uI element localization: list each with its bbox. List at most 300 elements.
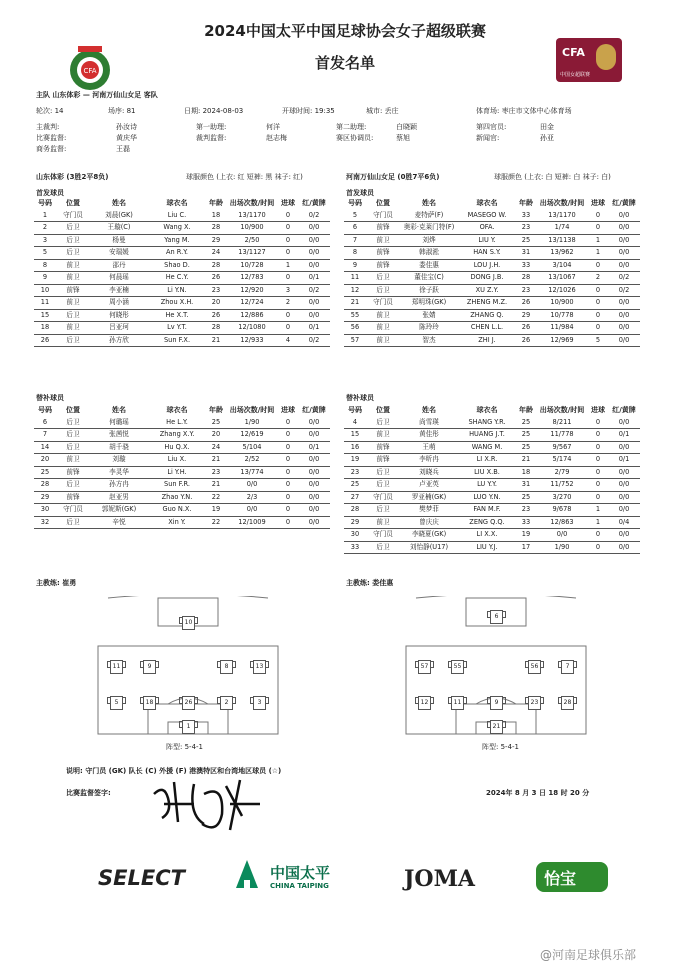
column-header: 红/黄牌 (612, 199, 636, 207)
table-cell: 2 (588, 272, 608, 285)
table-cell: 28 (34, 479, 56, 492)
player-jersey: 5 (110, 696, 123, 710)
table-cell: 33 (516, 516, 536, 529)
table-cell: SHANG Y.R. (458, 417, 516, 429)
table-cell: 24 (206, 441, 226, 454)
table-cell: 后卫 (56, 234, 90, 247)
player-jersey: 23 (528, 696, 541, 710)
table-cell: 张茜悦 (90, 429, 148, 442)
table-cell: 前锋 (366, 441, 400, 454)
table-cell: 1/90 (536, 541, 588, 554)
table-cell: Lv Y.T. (148, 322, 206, 335)
table-cell: 0 (588, 322, 608, 335)
official-1-5: 蔡旭 (396, 134, 410, 142)
city: 城市: 丢庄 (366, 107, 399, 115)
table-cell: Li Y.N. (148, 284, 206, 297)
table-cell: 3 (278, 284, 298, 297)
table-cell: 后卫 (366, 417, 400, 429)
table-cell: 王璇(C) (90, 222, 148, 235)
table-cell: 守门员 (366, 297, 400, 310)
table-row (344, 210, 640, 222)
table-cell: 0/0 (608, 504, 640, 517)
table-cell: 0/0 (608, 491, 640, 504)
table-cell: 前卫 (56, 259, 90, 272)
table-cell: 26 (34, 334, 56, 347)
column-header: 位置 (376, 199, 390, 207)
table-cell: 12/969 (536, 334, 588, 347)
table-cell: 后卫 (56, 479, 90, 492)
table-cell: Yang M. (148, 234, 206, 247)
table-cell: 0/0 (298, 429, 330, 442)
table-cell: 0/0 (298, 309, 330, 322)
table-cell: 0 (278, 309, 298, 322)
table-cell: 12/619 (226, 429, 278, 442)
table-row (34, 417, 330, 429)
away-subs-table (344, 405, 640, 554)
table-cell: 赵亚男 (90, 491, 148, 504)
away-starters-table-grid (344, 198, 640, 347)
table-cell: 13/1067 (536, 272, 588, 285)
table-row (344, 259, 640, 272)
table-row (344, 417, 640, 429)
table-cell: 11/778 (536, 429, 588, 442)
table-cell: 23 (516, 284, 536, 297)
table-cell: 郑明珠(GK) (400, 297, 458, 310)
away-starters-title: 首发球员 (346, 189, 374, 197)
table-cell: 0/0 (298, 504, 330, 517)
player-jersey: 56 (528, 660, 541, 674)
table-cell: 21 (206, 479, 226, 492)
table-cell: 12/863 (536, 516, 588, 529)
table-cell: 邵丹 (90, 259, 148, 272)
table-row (34, 334, 330, 347)
table-cell: 0 (588, 284, 608, 297)
official-1-6: 新闻官: (476, 134, 500, 142)
column-header: 红/黄牌 (302, 199, 326, 207)
player-jersey: 18 (143, 696, 156, 710)
table-cell: 3 (34, 234, 56, 247)
table-cell: 0 (588, 309, 608, 322)
table-cell: 24 (206, 247, 226, 260)
table-cell: 0 (588, 441, 608, 454)
table-row (344, 454, 640, 467)
player-jersey: 26 (182, 696, 195, 710)
table-cell: 1 (588, 247, 608, 260)
table-header (344, 198, 640, 210)
cfa-logo-text: CFA (562, 46, 585, 59)
official-0-1: 孙汝诗 (116, 123, 137, 131)
table-cell: 孙方冉 (90, 479, 148, 492)
table-cell: Xin Y. (148, 516, 206, 529)
away-team-label: 河南万仙山女足 (0胜7平6负) (346, 173, 440, 181)
table-cell: 0 (588, 222, 608, 235)
table-cell: 13/774 (226, 466, 278, 479)
table-cell: 何璐瑶 (90, 417, 148, 429)
sponsor-taiping-en: CHINA TAIPING (270, 882, 329, 890)
table-row (344, 297, 640, 310)
emblem-icon (62, 40, 118, 96)
table-row (344, 504, 640, 517)
table-cell: 0 (588, 491, 608, 504)
table-cell: 0 (278, 322, 298, 335)
table-cell: 0/0 (298, 247, 330, 260)
table-row (34, 247, 330, 260)
table-cell: 后卫 (366, 504, 400, 517)
column-header: 出场次数/时间 (229, 406, 275, 414)
table-cell: 33 (344, 541, 366, 554)
table-cell: 徐子跃 (400, 284, 458, 297)
table-header (344, 405, 640, 417)
table-row (34, 491, 330, 504)
table-cell: 0 (588, 259, 608, 272)
column-header: 号码 (348, 406, 362, 414)
table-cell: 55 (344, 309, 366, 322)
sheet-title: 2024中国太平中国足球协会女子超级联赛 (204, 22, 486, 40)
table-cell: 何晓彤 (90, 309, 148, 322)
official-0-0: 主裁判: (36, 123, 60, 131)
table-cell: LOU J.H. (458, 259, 516, 272)
table-cell: 8 (344, 247, 366, 260)
table-cell: ZHI J. (458, 334, 516, 347)
table-cell: 10/778 (536, 309, 588, 322)
table-cell: 0/0 (298, 297, 330, 310)
table-cell: 0 (278, 417, 298, 429)
table-cell: 后卫 (366, 272, 400, 285)
table-cell: 0/0 (608, 247, 640, 260)
player-jersey: 11 (110, 660, 123, 674)
table-cell: 安瑞媛 (90, 247, 148, 260)
table-cell: 黄佳彤 (400, 429, 458, 442)
table-cell: 0 (588, 466, 608, 479)
home-formation: 阵型: 5-4-1 (166, 743, 203, 751)
table-cell: 0 (278, 504, 298, 517)
table-cell: Zhao Y.N. (148, 491, 206, 504)
table-row (34, 259, 330, 272)
table-cell: 25 (206, 417, 226, 429)
player-jersey: 2 (220, 696, 233, 710)
trophy-icon (596, 44, 616, 70)
table-cell: 0/2 (298, 284, 330, 297)
table-cell: 9/567 (536, 441, 588, 454)
venue: 体育场: 枣庄市文体中心体育场 (476, 107, 572, 115)
table-cell: 23 (206, 284, 226, 297)
column-header: 出场次数/时间 (229, 199, 275, 207)
table-cell: 57 (344, 334, 366, 347)
column-header: 位置 (66, 406, 80, 414)
table-cell: He L.Y. (148, 417, 206, 429)
table-cell: 前锋 (56, 466, 90, 479)
table-cell: 刘晓兵 (400, 466, 458, 479)
table-cell: 0/0 (608, 417, 640, 429)
table-cell: 前锋 (56, 284, 90, 297)
table-cell: 14 (34, 441, 56, 454)
table-cell: 0/0 (608, 541, 640, 554)
sponsor-joma: JOMA (404, 866, 475, 892)
table-cell: 31 (516, 479, 536, 492)
table-cell: 前卫 (366, 309, 400, 322)
player-jersey: 55 (451, 660, 464, 674)
table-cell: 19 (206, 504, 226, 517)
table-cell: 33 (516, 259, 536, 272)
table-cell: 31 (516, 247, 536, 260)
table-cell: 0/0 (608, 479, 640, 492)
table-cell: 6 (34, 417, 56, 429)
official-1-4: 赛区协调员: (336, 134, 374, 142)
table-cell: 0/0 (608, 222, 640, 235)
table-cell: 15 (34, 309, 56, 322)
table-cell: 23 (206, 466, 226, 479)
table-cell: WANG M. (458, 441, 516, 454)
table-row (344, 334, 640, 347)
table-cell: 2 (278, 297, 298, 310)
away-kit: 球服颜色 (上衣: 白 短裤: 白 袜子: 白) (494, 173, 611, 181)
table-cell: 0/0 (608, 297, 640, 310)
table-cell: 罗亚楠(GK) (400, 491, 458, 504)
signature-scribble (134, 774, 274, 844)
table-cell: 0/0 (298, 222, 330, 235)
table-cell: 12 (344, 284, 366, 297)
table-cell: MASEGO W. (458, 210, 516, 222)
table-cell: 0 (278, 247, 298, 260)
table-cell: 1 (278, 259, 298, 272)
column-header: 号码 (38, 406, 52, 414)
column-header: 出场次数/时间 (539, 199, 585, 207)
table-cell: 12/1026 (536, 284, 588, 297)
table-cell: 17 (516, 541, 536, 554)
column-header: 号码 (38, 199, 52, 207)
table-cell: 后卫 (56, 516, 90, 529)
table-row (34, 272, 330, 285)
table-cell: 后卫 (366, 466, 400, 479)
player-jersey: 21 (490, 720, 503, 734)
table-cell: 21 (344, 297, 366, 310)
table-cell: ZHANG Q. (458, 309, 516, 322)
table-row (34, 429, 330, 442)
table-cell: 9/678 (536, 504, 588, 517)
table-cell: 5 (34, 247, 56, 260)
table-cell: 11/752 (536, 479, 588, 492)
table-cell: 1/90 (226, 417, 278, 429)
table-cell: 前卫 (366, 516, 400, 529)
table-cell: 0/0 (608, 234, 640, 247)
away-formation: 阵型: 5-4-1 (482, 743, 519, 751)
match-number: 场序: 81 (108, 107, 136, 115)
table-cell: 12/1009 (226, 516, 278, 529)
table-cell: 胡千骁 (90, 441, 148, 454)
taiping-logo (230, 858, 264, 892)
table-row (34, 504, 330, 517)
table-cell: 吕亚珂 (90, 322, 148, 335)
table-cell: XU Z.Y. (458, 284, 516, 297)
round: 轮次: 14 (36, 107, 64, 115)
table-cell: 刘晨(GK) (90, 210, 148, 222)
table-cell: 后卫 (366, 284, 400, 297)
column-header: 球衣名 (476, 406, 498, 414)
table-cell: 0/0 (608, 334, 640, 347)
player-jersey: 6 (490, 610, 503, 624)
table-row (344, 479, 640, 492)
table-cell: 0/0 (298, 466, 330, 479)
table-cell: 何晨瑶 (90, 272, 148, 285)
table-cell: 曾庆庆 (400, 516, 458, 529)
table-cell: 守门员 (56, 210, 90, 222)
legend-note: 说明: 守门员 (GK) 队长 (C) 外援 (F) 港澳特区和台湾地区球员 (☆) (66, 767, 282, 775)
table-cell: 25 (344, 479, 366, 492)
table-cell: 5 (344, 210, 366, 222)
table-cell: 0/0 (608, 466, 640, 479)
table-cell: An R.Y. (148, 247, 206, 260)
table-cell: HAN S.Y. (458, 247, 516, 260)
table-cell: LUO Y.N. (458, 491, 516, 504)
table-cell: ZHENG M.Z. (458, 297, 516, 310)
table-row (344, 466, 640, 479)
table-cell: 前卫 (56, 272, 90, 285)
table-cell: 0/0 (608, 322, 640, 335)
table-cell: 后卫 (56, 441, 90, 454)
table-cell: 25 (516, 429, 536, 442)
table-cell: 23 (344, 466, 366, 479)
table-cell: 12/920 (226, 284, 278, 297)
table-cell: 12/724 (226, 297, 278, 310)
table-cell: 29 (206, 234, 226, 247)
table-cell: 2 (34, 222, 56, 235)
table-cell: 0/1 (298, 441, 330, 454)
table-row (344, 234, 640, 247)
table-row (34, 284, 330, 297)
table-cell: 12/1080 (226, 322, 278, 335)
table-cell: 11 (34, 297, 56, 310)
table-cell: 18 (516, 466, 536, 479)
table-cell: 13/1170 (536, 210, 588, 222)
table-cell: 10/900 (226, 222, 278, 235)
table-cell: Hu Q.X. (148, 441, 206, 454)
table-cell: 前锋 (366, 454, 400, 467)
table-cell: 0/2 (608, 284, 640, 297)
table-cell: 李亚楠 (90, 284, 148, 297)
table-cell: 后卫 (56, 429, 90, 442)
table-row (34, 222, 330, 235)
table-cell: 0 (588, 454, 608, 467)
table-cell: 13/1138 (536, 234, 588, 247)
column-header: 球衣名 (166, 199, 188, 207)
federation-emblem (62, 40, 118, 96)
table-cell: 21 (206, 454, 226, 467)
table-row (344, 309, 640, 322)
table-cell: 0 (278, 272, 298, 285)
table-cell: 后卫 (366, 541, 400, 554)
official-0-5: 白晓颖 (396, 123, 417, 131)
table-header (34, 405, 330, 417)
table-cell: 张婧 (400, 309, 458, 322)
table-cell: 28 (344, 504, 366, 517)
table-cell: 0 (278, 479, 298, 492)
table-cell: 0 (278, 234, 298, 247)
table-cell: 30 (34, 504, 56, 517)
away-coach: 主教练: 娄佳惠 (346, 579, 394, 587)
signature-label: 比赛监督签字: (66, 789, 111, 797)
table-row (34, 466, 330, 479)
table-cell: 0 (588, 210, 608, 222)
table-row (34, 322, 330, 335)
table-cell: 前锋 (56, 491, 90, 504)
table-cell: 前锋 (366, 247, 400, 260)
away-subs-title: 替补球员 (346, 394, 374, 402)
table-cell: 陈玲玲 (400, 322, 458, 335)
table-cell: 0/0 (298, 259, 330, 272)
table-cell: 1/74 (536, 222, 588, 235)
table-row (344, 272, 640, 285)
home-subs-table-grid (34, 405, 330, 529)
table-cell: 9 (344, 259, 366, 272)
table-cell: 26 (206, 272, 226, 285)
table-cell: 10/900 (536, 297, 588, 310)
table-cell: He C.Y. (148, 272, 206, 285)
column-header: 进球 (281, 406, 295, 414)
table-cell: 后卫 (56, 247, 90, 260)
table-cell: 前卫 (366, 234, 400, 247)
table-cell: 1 (34, 210, 56, 222)
column-header: 年龄 (209, 199, 223, 207)
column-header: 进球 (591, 406, 605, 414)
table-cell: 18 (34, 322, 56, 335)
table-cell: LIU Y.J. (458, 541, 516, 554)
table-cell: 麦特萨(F) (400, 210, 458, 222)
table-cell: OFA. (458, 222, 516, 235)
table-cell: 30 (344, 529, 366, 542)
table-cell: 0/2 (298, 210, 330, 222)
official-1-2: 裁判监督: (196, 134, 227, 142)
table-cell: 25 (516, 234, 536, 247)
table-cell: 后卫 (56, 309, 90, 322)
table-cell: 12/783 (226, 272, 278, 285)
table-cell: 3/270 (536, 491, 588, 504)
table-cell: 7 (344, 234, 366, 247)
official-2-1: 王磊 (116, 145, 130, 153)
table-row (344, 429, 640, 442)
table-cell: ZENG Q.Q. (458, 516, 516, 529)
table-cell: 0 (278, 210, 298, 222)
column-header: 姓名 (112, 199, 126, 207)
table-row (34, 441, 330, 454)
table-cell: 8/211 (536, 417, 588, 429)
table-cell: 后卫 (366, 479, 400, 492)
player-jersey: 57 (418, 660, 431, 674)
table-cell: 守门员 (56, 504, 90, 517)
table-cell: 21 (206, 334, 226, 347)
table-cell: 26 (516, 334, 536, 347)
table-cell: 22 (206, 491, 226, 504)
official-0-2: 第一助理: (196, 123, 227, 131)
table-cell: 后卫 (56, 417, 90, 429)
table-cell: 26 (206, 309, 226, 322)
away-starters-table (344, 198, 640, 347)
table-cell: 0/0 (608, 309, 640, 322)
column-header: 进球 (591, 199, 605, 207)
table-cell: Guo N.X. (148, 504, 206, 517)
player-jersey: 10 (182, 616, 195, 630)
player-jersey: 8 (220, 660, 233, 674)
table-row (344, 247, 640, 260)
table-cell: 29 (344, 516, 366, 529)
table-cell: 0 (588, 417, 608, 429)
table-cell: 8 (34, 259, 56, 272)
sponsor-select: SELECT (98, 866, 185, 890)
table-cell: 0/0 (226, 479, 278, 492)
table-cell: 李晓夏(GK) (400, 529, 458, 542)
table-cell: 0/0 (298, 491, 330, 504)
table-cell: 孙方欣 (90, 334, 148, 347)
home-kit: 球服颜色 (上衣: 红 短裤: 黑 袜子: 红) (186, 173, 303, 181)
